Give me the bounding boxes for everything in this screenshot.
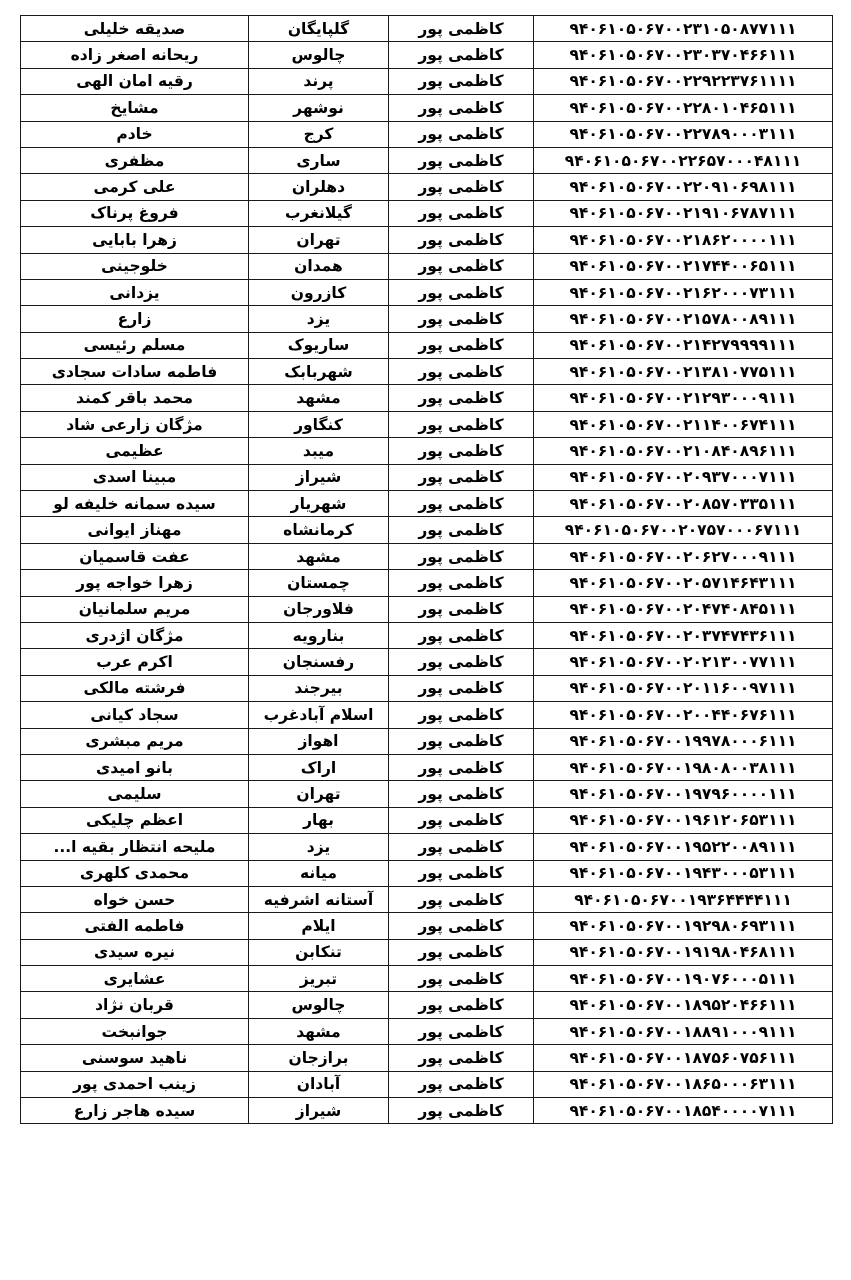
recipient-name-cell: بانو امیدی	[21, 754, 249, 780]
recipient-name-cell: قربان نژاد	[21, 992, 249, 1018]
table-row	[21, 517, 833, 543]
tracking-code-cell: ۹۴۰۶۱۰۵۰۶۷۰۰۱۸۶۵۰۰۰۶۳۱۱۱	[534, 1071, 833, 1097]
table-row	[21, 491, 833, 517]
city-cell: پرند	[249, 68, 389, 94]
tracking-code-cell: ۹۴۰۶۱۰۵۰۶۷۰۰۲۰۰۴۴۰۶۷۶۱۱۱	[534, 702, 833, 728]
table-row	[21, 649, 833, 675]
family-name-cell: کاظمی پور	[389, 807, 534, 833]
city-cell: تهران	[249, 781, 389, 807]
recipient-name-cell: فاطمه سادات سجادی	[21, 359, 249, 385]
family-name-cell: کاظمی پور	[389, 570, 534, 596]
family-name-cell: کاظمی پور	[389, 121, 534, 147]
table-row	[21, 359, 833, 385]
tracking-code-cell: ۹۴۰۶۱۰۵۰۶۷۰۰۱۹۲۹۸۰۶۹۳۱۱۱	[534, 913, 833, 939]
table-row	[21, 174, 833, 200]
recipient-name-cell: مریم سلمانیان	[21, 596, 249, 622]
table-row	[21, 807, 833, 833]
city-cell: شیراز	[249, 464, 389, 490]
table-row	[21, 992, 833, 1018]
family-name-cell: کاظمی پور	[389, 464, 534, 490]
family-name-cell: کاظمی پور	[389, 200, 534, 226]
tracking-code-cell: ۹۴۰۶۱۰۵۰۶۷۰۰۱۹۶۱۲۰۶۵۳۱۱۱	[534, 807, 833, 833]
city-cell: برازجان	[249, 1045, 389, 1071]
tracking-code-cell: ۹۴۰۶۱۰۵۰۶۷۰۰۲۰۸۵۷۰۳۳۵۱۱۱	[534, 491, 833, 517]
recipient-name-cell: محمد باقر کمند	[21, 385, 249, 411]
family-name-cell: کاظمی پور	[389, 1045, 534, 1071]
tracking-code-cell: ۹۴۰۶۱۰۵۰۶۷۰۰۲۲۷۸۹۰۰۰۳۱۱۱	[534, 121, 833, 147]
family-name-cell: کاظمی پور	[389, 728, 534, 754]
city-cell: تنکابن	[249, 939, 389, 965]
recipient-name-cell: یزدانی	[21, 279, 249, 305]
table-row	[21, 42, 833, 68]
family-name-cell: کاظمی پور	[389, 913, 534, 939]
tracking-code-cell: ۹۴۰۶۱۰۵۰۶۷۰۰۲۲۰۹۱۰۶۹۸۱۱۱	[534, 174, 833, 200]
city-cell: کنگاور	[249, 411, 389, 437]
tracking-code-cell: ۹۴۰۶۱۰۵۰۶۷۰۰۲۰۵۷۱۴۶۴۳۱۱۱	[534, 570, 833, 596]
recipient-name-cell: محمدی کلهری	[21, 860, 249, 886]
recipient-name-cell: مژگان زارعی شاد	[21, 411, 249, 437]
tracking-code-cell: ۹۴۰۶۱۰۵۰۶۷۰۰۲۱۱۴۰۰۶۷۴۱۱۱	[534, 411, 833, 437]
recipient-name-cell: ناهید سوسنی	[21, 1045, 249, 1071]
recipient-name-cell: فروغ پرناک	[21, 200, 249, 226]
city-cell: اسلام آبادغرب	[249, 702, 389, 728]
family-name-cell: کاظمی پور	[389, 147, 534, 173]
family-name-cell: کاظمی پور	[389, 860, 534, 886]
city-cell: تبریز	[249, 966, 389, 992]
tracking-code-cell: ۹۴۰۶۱۰۵۰۶۷۰۰۲۱۹۱۰۶۷۸۷۱۱۱	[534, 200, 833, 226]
family-name-cell: کاظمی پور	[389, 886, 534, 912]
city-cell: مشهد	[249, 385, 389, 411]
city-cell: چمستان	[249, 570, 389, 596]
tracking-code-cell: ۹۴۰۶۱۰۵۰۶۷۰۰۱۸۵۴۰۰۰۰۷۱۱۱	[534, 1098, 833, 1124]
table-row	[21, 966, 833, 992]
recipient-name-cell: زینب احمدی پور	[21, 1071, 249, 1097]
recipient-name-cell: علی کرمی	[21, 174, 249, 200]
recipient-name-cell: ملیحه انتظار بقیه ا...	[21, 834, 249, 860]
recipient-name-cell: ریحانه اصغر زاده	[21, 42, 249, 68]
city-cell: یزد	[249, 834, 389, 860]
table-row	[21, 121, 833, 147]
city-cell: بنارویه	[249, 622, 389, 648]
family-name-cell: کاظمی پور	[389, 68, 534, 94]
family-name-cell: کاظمی پور	[389, 385, 534, 411]
records-table	[20, 15, 833, 1124]
family-name-cell: کاظمی پور	[389, 754, 534, 780]
recipient-name-cell: عفت قاسمیان	[21, 543, 249, 569]
recipient-name-cell: سلیمی	[21, 781, 249, 807]
tracking-code-cell: ۹۴۰۶۱۰۵۰۶۷۰۰۲۱۸۶۲۰۰۰۰۱۱۱	[534, 227, 833, 253]
city-cell: کرمانشاه	[249, 517, 389, 543]
family-name-cell: کاظمی پور	[389, 517, 534, 543]
city-cell: یزد	[249, 306, 389, 332]
city-cell: آبادان	[249, 1071, 389, 1097]
table-row	[21, 1071, 833, 1097]
city-cell: بیرجند	[249, 675, 389, 701]
city-cell: تهران	[249, 227, 389, 253]
family-name-cell: کاظمی پور	[389, 781, 534, 807]
table-row	[21, 1098, 833, 1124]
tracking-code-cell: ۹۴۰۶۱۰۵۰۶۷۰۰۲۲۶۵۷۰۰۰۴۸۱۱۱	[534, 147, 833, 173]
city-cell: رفسنجان	[249, 649, 389, 675]
tracking-code-cell: ۹۴۰۶۱۰۵۰۶۷۰۰۱۹۷۹۶۰۰۰۰۱۱۱	[534, 781, 833, 807]
tracking-code-cell: ۹۴۰۶۱۰۵۰۶۷۰۰۲۱۲۹۳۰۰۰۹۱۱۱	[534, 385, 833, 411]
city-cell: شهریار	[249, 491, 389, 517]
recipient-name-cell: رقیه امان الهی	[21, 68, 249, 94]
tracking-code-cell: ۹۴۰۶۱۰۵۰۶۷۰۰۱۹۳۶۴۴۴۴۱۱۱	[534, 886, 833, 912]
tracking-code-cell: ۹۴۰۶۱۰۵۰۶۷۰۰۲۱۰۸۴۰۸۹۶۱۱۱	[534, 438, 833, 464]
city-cell: چالوس	[249, 992, 389, 1018]
table-row	[21, 570, 833, 596]
family-name-cell: کاظمی پور	[389, 95, 534, 121]
city-cell: کرج	[249, 121, 389, 147]
family-name-cell: کاظمی پور	[389, 543, 534, 569]
city-cell: اراک	[249, 754, 389, 780]
family-name-cell: کاظمی پور	[389, 1098, 534, 1124]
recipient-name-cell: زهرا خواجه پور	[21, 570, 249, 596]
city-cell: میبد	[249, 438, 389, 464]
family-name-cell: کاظمی پور	[389, 675, 534, 701]
table-row	[21, 438, 833, 464]
family-name-cell: کاظمی پور	[389, 939, 534, 965]
table-row	[21, 227, 833, 253]
tracking-code-cell: ۹۴۰۶۱۰۵۰۶۷۰۰۱۸۷۵۶۰۷۵۶۱۱۱	[534, 1045, 833, 1071]
table-row	[21, 279, 833, 305]
tracking-code-cell: ۹۴۰۶۱۰۵۰۶۷۰۰۲۰۷۵۷۰۰۰۶۷۱۱۱	[534, 517, 833, 543]
table-row	[21, 147, 833, 173]
tracking-code-cell: ۹۴۰۶۱۰۵۰۶۷۰۰۲۱۴۲۷۹۹۹۹۱۱۱	[534, 332, 833, 358]
table-row	[21, 16, 833, 42]
table-row	[21, 622, 833, 648]
tracking-code-cell: ۹۴۰۶۱۰۵۰۶۷۰۰۱۸۹۵۲۰۴۶۶۱۱۱	[534, 992, 833, 1018]
table-row	[21, 543, 833, 569]
table-row	[21, 596, 833, 622]
tracking-code-cell: ۹۴۰۶۱۰۵۰۶۷۰۰۲۱۳۸۱۰۷۷۵۱۱۱	[534, 359, 833, 385]
recipient-name-cell: جوانبخت	[21, 1018, 249, 1044]
tracking-code-cell: ۹۴۰۶۱۰۵۰۶۷۰۰۱۹۱۹۸۰۴۶۸۱۱۱	[534, 939, 833, 965]
family-name-cell: کاظمی پور	[389, 596, 534, 622]
family-name-cell: کاظمی پور	[389, 359, 534, 385]
family-name-cell: کاظمی پور	[389, 411, 534, 437]
table-row	[21, 306, 833, 332]
recipient-name-cell: حسن خواه	[21, 886, 249, 912]
city-cell: ایلام	[249, 913, 389, 939]
recipient-name-cell: خادم	[21, 121, 249, 147]
recipient-name-cell: نیره سیدی	[21, 939, 249, 965]
family-name-cell: کاظمی پور	[389, 491, 534, 517]
recipient-name-cell: فاطمه الفتی	[21, 913, 249, 939]
tracking-code-cell: ۹۴۰۶۱۰۵۰۶۷۰۰۲۲۸۰۱۰۴۶۵۱۱۱	[534, 95, 833, 121]
recipient-name-cell: مژگان اژدری	[21, 622, 249, 648]
family-name-cell: کاظمی پور	[389, 966, 534, 992]
table-row	[21, 95, 833, 121]
city-cell: ساریوک	[249, 332, 389, 358]
city-cell: نوشهر	[249, 95, 389, 121]
family-name-cell: کاظمی پور	[389, 438, 534, 464]
family-name-cell: کاظمی پور	[389, 1018, 534, 1044]
recipient-name-cell: اکرم عرب	[21, 649, 249, 675]
family-name-cell: کاظمی پور	[389, 649, 534, 675]
family-name-cell: کاظمی پور	[389, 16, 534, 42]
family-name-cell: کاظمی پور	[389, 306, 534, 332]
family-name-cell: کاظمی پور	[389, 702, 534, 728]
recipient-name-cell: زهرا بابایی	[21, 227, 249, 253]
tracking-code-cell: ۹۴۰۶۱۰۵۰۶۷۰۰۲۰۲۱۳۰۰۷۷۱۱۱	[534, 649, 833, 675]
table-row	[21, 754, 833, 780]
city-cell: شیراز	[249, 1098, 389, 1124]
family-name-cell: کاظمی پور	[389, 42, 534, 68]
family-name-cell: کاظمی پور	[389, 174, 534, 200]
tracking-code-cell: ۹۴۰۶۱۰۵۰۶۷۰۰۱۹۵۲۲۰۰۸۹۱۱۱	[534, 834, 833, 860]
recipient-name-cell: مبینا اسدی	[21, 464, 249, 490]
table-row	[21, 200, 833, 226]
city-cell: اهواز	[249, 728, 389, 754]
city-cell: شهربابک	[249, 359, 389, 385]
recipient-name-cell: عشایری	[21, 966, 249, 992]
recipient-name-cell: سیده هاجر زارع	[21, 1098, 249, 1124]
city-cell: چالوس	[249, 42, 389, 68]
tracking-code-cell: ۹۴۰۶۱۰۵۰۶۷۰۰۱۹۴۳۰۰۰۵۳۱۱۱	[534, 860, 833, 886]
table-row	[21, 781, 833, 807]
recipient-name-cell: مسلم رئیسی	[21, 332, 249, 358]
family-name-cell: کاظمی پور	[389, 253, 534, 279]
table-row	[21, 1018, 833, 1044]
table-row	[21, 675, 833, 701]
city-cell: ساری	[249, 147, 389, 173]
table-row	[21, 253, 833, 279]
city-cell: گیلانغرب	[249, 200, 389, 226]
recipient-name-cell: مهناز ایوانی	[21, 517, 249, 543]
table-row	[21, 1045, 833, 1071]
recipient-name-cell: خلوجینی	[21, 253, 249, 279]
tracking-code-cell: ۹۴۰۶۱۰۵۰۶۷۰۰۲۰۹۳۷۰۰۰۷۱۱۱	[534, 464, 833, 490]
tracking-code-cell: ۹۴۰۶۱۰۵۰۶۷۰۰۲۲۹۲۲۳۷۶۱۱۱۱	[534, 68, 833, 94]
recipient-name-cell: مظفری	[21, 147, 249, 173]
table-row	[21, 939, 833, 965]
table-row	[21, 860, 833, 886]
tracking-code-cell: ۹۴۰۶۱۰۵۰۶۷۰۰۲۱۷۴۴۰۰۶۵۱۱۱	[534, 253, 833, 279]
family-name-cell: کاظمی پور	[389, 279, 534, 305]
tracking-code-cell: ۹۴۰۶۱۰۵۰۶۷۰۰۲۰۱۱۶۰۰۹۷۱۱۱	[534, 675, 833, 701]
tracking-code-cell: ۹۴۰۶۱۰۵۰۶۷۰۰۲۰۳۷۴۷۴۳۶۱۱۱	[534, 622, 833, 648]
recipient-name-cell: مریم مبشری	[21, 728, 249, 754]
table-row	[21, 385, 833, 411]
recipient-name-cell: زارع	[21, 306, 249, 332]
table-row	[21, 411, 833, 437]
city-cell: فلاورجان	[249, 596, 389, 622]
family-name-cell: کاظمی پور	[389, 332, 534, 358]
recipient-name-cell: فرشته مالکی	[21, 675, 249, 701]
table-row	[21, 702, 833, 728]
tracking-code-cell: ۹۴۰۶۱۰۵۰۶۷۰۰۲۱۶۲۰۰۰۷۳۱۱۱	[534, 279, 833, 305]
table-row	[21, 332, 833, 358]
tracking-code-cell: ۹۴۰۶۱۰۵۰۶۷۰۰۲۳۰۳۷۰۴۶۶۱۱۱	[534, 42, 833, 68]
recipient-name-cell: عظیمی	[21, 438, 249, 464]
recipient-name-cell: مشایخ	[21, 95, 249, 121]
recipient-name-cell: اعظم چلیکی	[21, 807, 249, 833]
city-cell: گلپایگان	[249, 16, 389, 42]
table-row	[21, 728, 833, 754]
city-cell: بهار	[249, 807, 389, 833]
city-cell: همدان	[249, 253, 389, 279]
tracking-code-cell: ۹۴۰۶۱۰۵۰۶۷۰۰۲۳۱۰۵۰۸۷۷۱۱۱	[534, 16, 833, 42]
table-row	[21, 834, 833, 860]
city-cell: مشهد	[249, 1018, 389, 1044]
records-table-body	[21, 16, 833, 1124]
table-row	[21, 464, 833, 490]
tracking-code-cell: ۹۴۰۶۱۰۵۰۶۷۰۰۲۰۶۲۷۰۰۰۹۱۱۱	[534, 543, 833, 569]
city-cell: آستانه اشرفیه	[249, 886, 389, 912]
family-name-cell: کاظمی پور	[389, 834, 534, 860]
city-cell: مشهد	[249, 543, 389, 569]
family-name-cell: کاظمی پور	[389, 1071, 534, 1097]
recipient-name-cell: سجاد کیانی	[21, 702, 249, 728]
tracking-code-cell: ۹۴۰۶۱۰۵۰۶۷۰۰۱۹۰۷۶۰۰۰۵۱۱۱	[534, 966, 833, 992]
table-row	[21, 913, 833, 939]
tracking-code-cell: ۹۴۰۶۱۰۵۰۶۷۰۰۲۰۴۷۴۰۸۴۵۱۱۱	[534, 596, 833, 622]
tracking-code-cell: ۹۴۰۶۱۰۵۰۶۷۰۰۱۸۸۹۱۰۰۰۹۱۱۱	[534, 1018, 833, 1044]
recipient-name-cell: سیده سمانه خلیفه لو	[21, 491, 249, 517]
family-name-cell: کاظمی پور	[389, 622, 534, 648]
city-cell: میانه	[249, 860, 389, 886]
family-name-cell: کاظمی پور	[389, 992, 534, 1018]
tracking-code-cell: ۹۴۰۶۱۰۵۰۶۷۰۰۱۹۸۰۸۰۰۳۸۱۱۱	[534, 754, 833, 780]
tracking-code-cell: ۹۴۰۶۱۰۵۰۶۷۰۰۲۱۵۷۸۰۰۸۹۱۱۱	[534, 306, 833, 332]
recipient-name-cell: صدیقه خلیلی	[21, 16, 249, 42]
table-row	[21, 68, 833, 94]
tracking-code-cell: ۹۴۰۶۱۰۵۰۶۷۰۰۱۹۹۷۸۰۰۰۶۱۱۱	[534, 728, 833, 754]
family-name-cell: کاظمی پور	[389, 227, 534, 253]
city-cell: کازرون	[249, 279, 389, 305]
table-row	[21, 886, 833, 912]
city-cell: دهلران	[249, 174, 389, 200]
